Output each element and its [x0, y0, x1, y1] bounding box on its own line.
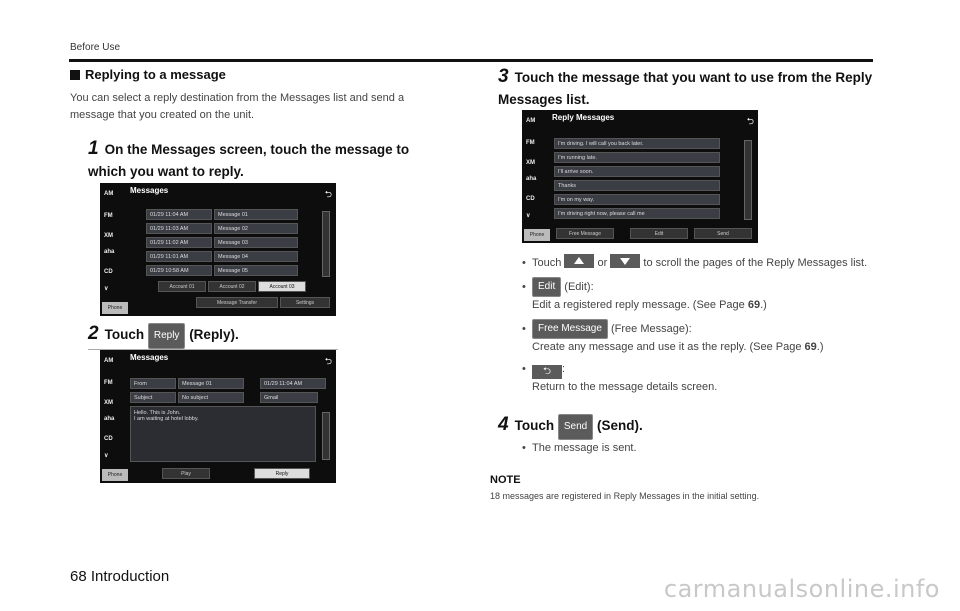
edit-button[interactable]: Edit — [630, 228, 688, 239]
source-more[interactable]: ∨ — [104, 286, 109, 292]
source-fm[interactable]: FM — [526, 140, 535, 146]
note-heading: NOTE — [490, 474, 521, 486]
bullet-desc: Edit a registered reply message. (See Page — [532, 299, 748, 311]
step-text: Touch — [514, 418, 555, 433]
bullet-desc: Return to the message details screen. — [532, 381, 718, 393]
step-text: Touch the message that you want to use from the Reply Messages list. — [498, 70, 873, 107]
bullet-scroll: • Touch or to scroll the pages of the Reply Messages list. — [522, 254, 872, 271]
from-value: Message 01 — [178, 378, 244, 389]
source-more[interactable]: ∨ — [104, 453, 109, 459]
message-time: 01/29 11:04 AM — [260, 378, 326, 389]
screen-title: Messages — [130, 353, 169, 362]
step-3 — [498, 66, 878, 111]
reply-message-item[interactable]: Thanks — [554, 180, 720, 191]
bullet-back: • ⮌ : Return to the message details screen. — [522, 361, 872, 395]
source-sidebar — [100, 183, 130, 316]
section-title — [70, 67, 226, 82]
note-text: 18 messages are registered in Reply Messages in the initial setting. — [490, 491, 760, 501]
bullet-label: (Free Message): — [610, 323, 692, 335]
message-item[interactable]: Message 02 — [214, 223, 298, 234]
step-2 — [88, 323, 338, 350]
phone-button[interactable]: Phone — [102, 469, 128, 481]
bullet-text: Touch — [532, 257, 562, 269]
source-fm[interactable]: FM — [104, 213, 113, 219]
source-aha[interactable]: aha — [104, 249, 115, 255]
tab-account-02[interactable]: Account 02 — [208, 281, 256, 292]
source-cd[interactable]: CD — [104, 436, 113, 442]
message-time[interactable]: 01/29 10:58 AM — [146, 265, 212, 276]
page-footer: 68 Introduction — [70, 568, 170, 585]
bullet-text: to scroll the pages of the Reply Messages list. — [643, 257, 868, 269]
message-item[interactable]: Message 04 — [214, 251, 298, 262]
free-message-button-image: Free Message — [532, 319, 608, 339]
step-4-bullet: • The message is sent. — [522, 442, 637, 454]
send-button[interactable]: Send — [694, 228, 752, 239]
scrollbar[interactable] — [322, 412, 330, 460]
back-arrow-icon: ⮌ — [532, 365, 562, 379]
source-aha[interactable]: aha — [526, 176, 537, 182]
reply-message-item[interactable]: I'm driving right now, please call me — [554, 208, 720, 219]
account-value: Gmail — [260, 392, 318, 403]
step-3-bullets — [522, 254, 872, 401]
square-bullet-icon — [70, 70, 80, 80]
section-title-text: Replying to a message — [85, 67, 226, 82]
body-line: I am waiting at hotel lobby. — [134, 416, 199, 422]
message-time[interactable]: 01/29 11:04 AM — [146, 209, 212, 220]
message-detail-screen — [100, 350, 336, 483]
source-cd[interactable]: CD — [526, 196, 535, 202]
source-am[interactable]: AM — [526, 118, 536, 124]
step-text: Touch — [104, 327, 145, 342]
down-arrow-icon — [610, 254, 640, 268]
message-transfer-button[interactable]: Message Transfer — [196, 297, 278, 308]
tab-account-03[interactable]: Account 03 — [258, 281, 306, 292]
free-message-button[interactable]: Free Message — [556, 228, 614, 239]
step-number: 4 — [498, 414, 509, 435]
body-line: Hello. This is John. — [134, 410, 181, 416]
intro-paragraph: You can select a reply destination from the Messages list and send a message that you created on the unit. — [70, 92, 405, 121]
up-arrow-icon — [564, 254, 594, 268]
scrollbar[interactable] — [744, 140, 752, 220]
step-text: (Send). — [596, 418, 643, 433]
step-text: On the Messages screen, touch the message to which you want to reply. — [88, 142, 410, 179]
bullet-desc: .) — [760, 299, 767, 311]
source-sidebar — [522, 110, 552, 243]
send-button-image: Send — [558, 414, 593, 440]
source-fm[interactable]: FM — [104, 380, 113, 386]
source-sidebar — [100, 350, 130, 483]
settings-button[interactable]: Settings — [280, 297, 330, 308]
source-more[interactable]: ∨ — [526, 213, 531, 219]
step-1 — [88, 138, 438, 183]
back-icon[interactable]: ⮌ — [746, 116, 754, 126]
bullet-free-message: • Free Message (Free Message): Create any message and use it as the reply. (See Page 69.) — [522, 319, 872, 355]
bullet-label: (Edit): — [564, 281, 594, 293]
source-xm[interactable]: XM — [526, 160, 535, 166]
step-4 — [498, 414, 848, 440]
bullet-label: : — [562, 363, 566, 375]
message-time[interactable]: 01/29 11:01 AM — [146, 251, 212, 262]
tab-account-01[interactable]: Account 01 — [158, 281, 206, 292]
message-time[interactable]: 01/29 11:02 AM — [146, 237, 212, 248]
source-am[interactable]: AM — [104, 191, 114, 197]
bullet-text: or — [597, 257, 608, 269]
source-xm[interactable]: XM — [104, 233, 113, 239]
source-xm[interactable]: XM — [104, 400, 113, 406]
running-header: Before Use — [70, 42, 121, 53]
from-label: From — [130, 378, 176, 389]
message-item[interactable]: Message 03 — [214, 237, 298, 248]
page-ref[interactable]: 69 — [747, 299, 761, 311]
watermark: carmanualsonline.info — [663, 575, 940, 603]
screen-title: Reply Messages — [552, 113, 615, 122]
edit-button-image: Edit — [532, 277, 561, 297]
page-ref[interactable]: 69 — [804, 341, 817, 353]
step-text: (Reply). — [189, 327, 239, 342]
subject-label: Subject — [130, 392, 176, 403]
reply-message-item[interactable]: I'm on my way. — [554, 194, 720, 205]
step-number: 2 — [88, 323, 99, 344]
bullet-desc: .) — [816, 341, 824, 353]
phone-button[interactable]: Phone — [524, 229, 550, 241]
reply-message-item[interactable]: I'm running late. — [554, 152, 720, 163]
message-item[interactable]: Message 01 — [214, 209, 298, 220]
bullet-text: The message is sent. — [532, 442, 637, 454]
reply-button-image: Reply — [148, 323, 186, 349]
message-item[interactable]: Message 05 — [214, 265, 298, 276]
play-button[interactable]: Play — [162, 468, 210, 479]
reply-message-item[interactable]: I'm driving. I will call you back later. — [554, 138, 720, 149]
message-body — [130, 406, 316, 462]
reply-messages-screen — [522, 110, 758, 243]
back-icon[interactable]: ⮌ — [324, 189, 332, 199]
subject-value: No subject — [178, 392, 244, 403]
back-icon[interactable]: ⮌ — [324, 356, 332, 366]
phone-button[interactable]: Phone — [102, 302, 128, 314]
reply-button[interactable]: Reply — [254, 468, 310, 479]
source-am[interactable]: AM — [104, 358, 114, 364]
source-aha[interactable]: aha — [104, 416, 115, 422]
step-number: 1 — [88, 138, 99, 159]
step-number: 3 — [498, 66, 509, 87]
scrollbar[interactable] — [322, 211, 330, 277]
messages-screen — [100, 183, 336, 316]
header-rule — [69, 59, 873, 62]
source-cd[interactable]: CD — [104, 269, 113, 275]
reply-message-item[interactable]: I'll arrive soon. — [554, 166, 720, 177]
message-time[interactable]: 01/29 11:03 AM — [146, 223, 212, 234]
bullet-desc: Create any message and use it as the reply. (See Page — [532, 341, 805, 353]
screen-title: Messages — [130, 186, 169, 195]
bullet-edit: • Edit (Edit): Edit a registered reply message. (See Page 69.) — [522, 277, 872, 313]
